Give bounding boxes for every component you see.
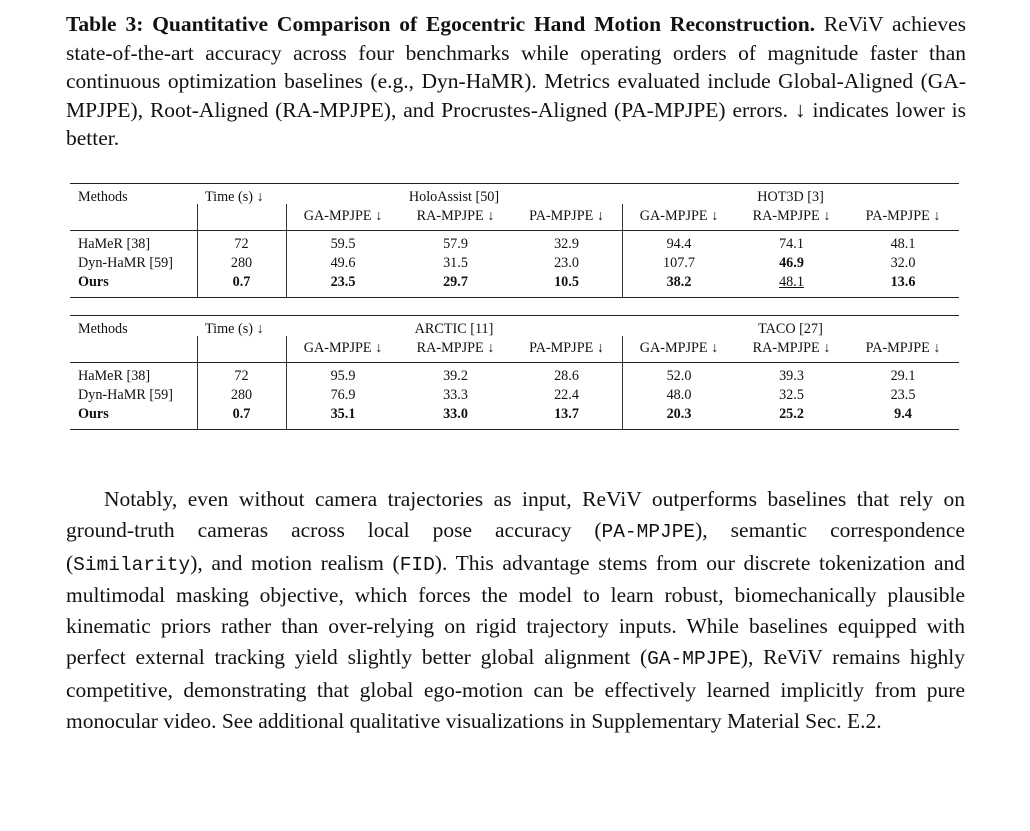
metric-header: RA-MPJPE ↓ xyxy=(416,208,495,224)
metric-value: 35.1 xyxy=(330,406,356,422)
metric-value: 33.3 xyxy=(443,387,468,403)
metric-value: 28.6 xyxy=(554,368,579,384)
metric-value: 39.2 xyxy=(443,368,468,384)
metric-value: 20.3 xyxy=(666,406,692,422)
metric-name: GA-MPJPE xyxy=(647,647,741,670)
method-name: Ours xyxy=(78,274,109,290)
paragraph-text: ). This advantage stems from our discrete tokenization and multimodal masking objective, which forces the model to learn robust, biomechanically plausible kinematic priors rather than over-relying on rigid trajectory inputs. While baselines equipped with perfect external tracking yield slightly better global alignment ( xyxy=(66,550,965,669)
metric-value: 10.5 xyxy=(554,274,579,290)
metric-header: PA-MPJPE ↓ xyxy=(865,340,941,356)
caption-label: Table 3: Quantitative Comparison of Egocentric Hand Motion Reconstruction. xyxy=(66,12,816,36)
metric-value: 74.1 xyxy=(779,236,804,252)
time-value: 280 xyxy=(230,255,253,271)
metric-header: PA-MPJPE ↓ xyxy=(865,208,941,224)
metric-value: 52.0 xyxy=(666,368,692,384)
table-caption xyxy=(66,10,966,153)
metric-value: 33.0 xyxy=(443,406,468,422)
column-divider xyxy=(622,336,623,362)
results-table-2 xyxy=(70,315,959,430)
paragraph-text: Notably, even without camera trajectories as input, ReViV outperforms baselines that rely on ground-truth cameras across local pose accuracy ( xyxy=(66,487,965,542)
metric-value: 48.1 xyxy=(890,236,916,252)
metric-name: Similarity xyxy=(73,553,191,576)
metric-value: 39.3 xyxy=(779,368,804,384)
column-divider xyxy=(286,336,287,362)
metric-value: 13.7 xyxy=(554,406,579,422)
table-header xyxy=(70,315,959,363)
table-body xyxy=(70,231,959,298)
time-value: 72 xyxy=(234,236,249,252)
paragraph-text: ), and motion realism ( xyxy=(190,550,400,575)
time-value: 72 xyxy=(234,368,249,384)
metric-value: 31.5 xyxy=(443,255,468,271)
column-divider xyxy=(197,204,198,230)
table-header xyxy=(70,183,959,231)
metric-value: 23.0 xyxy=(554,255,579,271)
metric-value: 76.9 xyxy=(330,387,356,403)
col-methods-header: Methods xyxy=(78,189,128,205)
time-value: 0.7 xyxy=(232,406,251,422)
metric-value: 29.7 xyxy=(443,274,468,290)
method-name: HaMeR [38] xyxy=(78,368,151,384)
metric-value: 13.6 xyxy=(890,274,916,290)
paragraph-text: ), semantic correspondence ( xyxy=(66,517,965,575)
metric-name: FID xyxy=(399,553,435,576)
metric-value: 32.0 xyxy=(890,255,916,271)
caption-text: ReViV achieves state-of-the-art accuracy across four benchmarks while operating orders of magnitude faster than continuous optimization baselines (e.g., Dyn-HaMR). Metrics evaluated include Global-Aligned (GA-MPJPE), Root-Aligned (RA-MPJPE), and Procrustes-Aligned (PA-MPJPE) errors. ↓ indicates lower is better. xyxy=(66,12,966,150)
column-divider xyxy=(197,336,198,362)
paragraph-text: ), ReViV remains highly competitive, demonstrating that global ego-motion can be effectively learned implicitly from pure monocular video. See additional qualitative visualizations in Supplementary Material Sec. E.2. xyxy=(66,644,965,733)
col-time-header: Time (s) ↓ xyxy=(205,321,264,337)
group-header-1: HoloAssist [50] xyxy=(408,189,500,205)
metric-value: 25.2 xyxy=(779,406,804,422)
metric-value: 29.1 xyxy=(890,368,916,384)
metric-header: RA-MPJPE ↓ xyxy=(416,340,495,356)
metric-value: 46.9 xyxy=(779,255,804,271)
results-table-1 xyxy=(70,183,959,298)
metric-header: GA-MPJPE ↓ xyxy=(639,340,719,356)
metric-value: 23.5 xyxy=(330,274,356,290)
col-methods-header: Methods xyxy=(78,321,128,337)
method-name: Dyn-HaMR [59] xyxy=(78,255,173,271)
metric-value: 94.4 xyxy=(666,236,692,252)
metric-value: 48.0 xyxy=(666,387,692,403)
column-divider xyxy=(286,204,287,230)
time-value: 0.7 xyxy=(232,274,251,290)
method-name: Dyn-HaMR [59] xyxy=(78,387,173,403)
metric-name: PA-MPJPE xyxy=(601,520,696,543)
metric-value: 95.9 xyxy=(330,368,356,384)
metric-value: 107.7 xyxy=(663,255,695,271)
group-header-1: ARCTIC [11] xyxy=(414,321,494,337)
metric-value: 22.4 xyxy=(554,387,579,403)
metric-value: 49.6 xyxy=(330,255,356,271)
metric-header: GA-MPJPE ↓ xyxy=(639,208,719,224)
metric-value: 32.9 xyxy=(554,236,579,252)
metric-header: GA-MPJPE ↓ xyxy=(303,208,383,224)
metric-value: 9.4 xyxy=(894,406,912,422)
metric-header: PA-MPJPE ↓ xyxy=(529,340,604,356)
time-value: 280 xyxy=(230,387,253,403)
column-divider xyxy=(622,204,623,230)
method-name: Ours xyxy=(78,406,109,422)
body-paragraph xyxy=(66,484,965,736)
metric-value: 23.5 xyxy=(890,387,916,403)
col-time-header: Time (s) ↓ xyxy=(205,189,264,205)
group-header-2: TACO [27] xyxy=(758,321,823,337)
metric-value: 57.9 xyxy=(443,236,468,252)
metric-value: 38.2 xyxy=(666,274,692,290)
metric-value: 32.5 xyxy=(779,387,804,403)
metric-header: RA-MPJPE ↓ xyxy=(752,340,831,356)
metric-header: RA-MPJPE ↓ xyxy=(752,208,831,224)
metric-value: 59.5 xyxy=(330,236,356,252)
metric-value: 48.1 xyxy=(779,274,804,290)
method-name: HaMeR [38] xyxy=(78,236,151,252)
table-body xyxy=(70,363,959,430)
metric-header: PA-MPJPE ↓ xyxy=(529,208,604,224)
group-header-2: HOT3D [3] xyxy=(757,189,824,205)
metric-header: GA-MPJPE ↓ xyxy=(303,340,383,356)
